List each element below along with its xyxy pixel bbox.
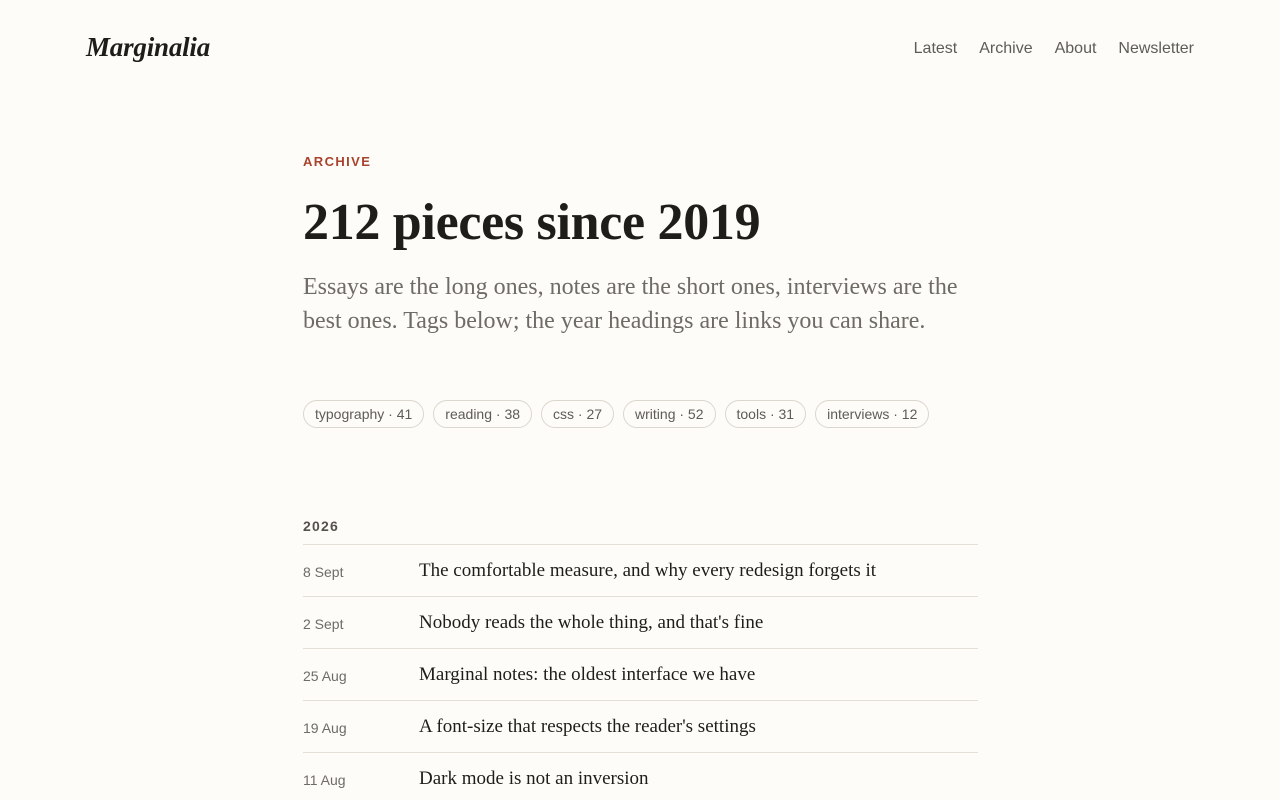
year-heading-2026[interactable]: 2026 — [303, 518, 339, 534]
entry-date: 8 Sept — [303, 563, 344, 580]
page-eyebrow: ARCHIVE — [303, 154, 372, 169]
nav-link-newsletter[interactable]: Newsletter — [1118, 40, 1194, 57]
nav-link-archive[interactable]: Archive — [979, 40, 1033, 57]
list-item — [303, 596, 978, 648]
tag-css[interactable]: css · 27 — [541, 400, 614, 428]
tag-list — [303, 400, 929, 428]
tag-writing[interactable]: writing · 52 — [623, 400, 715, 428]
tag-typography[interactable]: typography · 41 — [303, 400, 424, 428]
tag-reading[interactable]: reading · 38 — [433, 400, 532, 428]
page-lede: Essays are the long ones, notes are the short ones, interviews are the best ones. Tags below; the year headings are links you can share. — [303, 274, 958, 334]
tag-tools[interactable]: tools · 31 — [725, 400, 807, 428]
list-item — [303, 752, 978, 800]
entry-date: 19 Aug — [303, 719, 347, 736]
list-item — [303, 544, 978, 596]
entry-title-link[interactable]: A font-size that respects the reader's settings — [419, 715, 756, 737]
tag-interviews[interactable]: interviews · 12 — [815, 400, 929, 428]
nav-link-latest[interactable]: Latest — [913, 40, 958, 57]
entry-list-2026 — [303, 544, 978, 800]
main-nav — [914, 38, 1194, 60]
entry-title-link[interactable]: Nobody reads the whole thing, and that's fine — [419, 611, 764, 633]
entry-date: 25 Aug — [303, 667, 347, 684]
entry-title-link[interactable]: The comfortable measure, and why every redesign forgets it — [419, 559, 877, 581]
site-header — [0, 0, 1280, 100]
entry-date: 11 Aug — [303, 771, 346, 788]
entry-title-link[interactable]: Dark mode is not an inversion — [419, 767, 649, 789]
site-logo[interactable]: Marginalia — [86, 32, 211, 62]
nav-link-about[interactable]: About — [1054, 40, 1097, 57]
entry-date: 2 Sept — [303, 615, 344, 632]
list-item — [303, 700, 978, 752]
page-title: 212 pieces since 2019 — [303, 194, 761, 251]
list-item — [303, 648, 978, 700]
entry-title-link[interactable]: Marginal notes: the oldest interface we have — [419, 663, 756, 685]
